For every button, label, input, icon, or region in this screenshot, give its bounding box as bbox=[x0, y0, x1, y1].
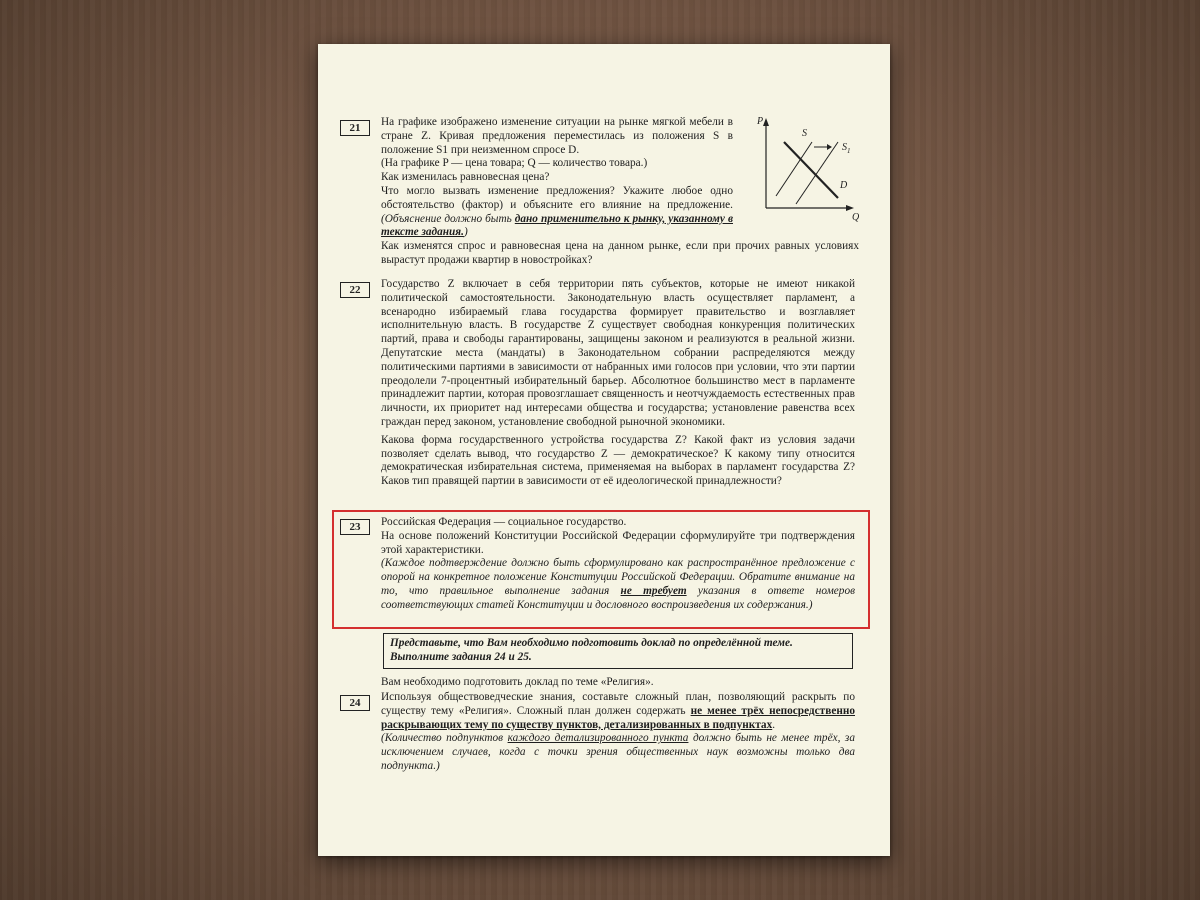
task-24-number: 24 bbox=[340, 695, 370, 711]
task-23-text bbox=[381, 516, 855, 613]
task-21-note bbox=[381, 213, 733, 239]
task-24-body-emphasis: не менее трёх непосредственно раскрывающих тему по существу пунктов, детализированных в подпунктах bbox=[381, 704, 855, 731]
task-23-note bbox=[381, 557, 855, 612]
task-21-question: Что могло вызвать изменение предложения? Укажите любое одно обстоятельство (фактор) и объясните его влияние на предложение. bbox=[381, 184, 733, 211]
task-23-note-emphasis: не требует bbox=[620, 584, 687, 597]
task-22-paragraph-1: Государство Z включает в себя территории пять субъектов, которые не имеют никакой политической самостоятельности. Законодательную власть осуществляет парламент, а всенародно избираемый глава государства формирует правительство и возглавляет исполнительную власть. В государстве Z существует свободная конкуренция политических партий, права и свободы гарантированы, защищены законом и реализуются в реальной жизни. Депутатские места (мандаты) в Законодательном собрании распределяются между политическими партиями в зависимости от набранных ими голосов при условии, что эти партии преодолели 7-процентный избирательный барьер. Абсолютное большинство мест в парламенте принадлежит партии, которая провозглашает священность и неотчуждаемость естественных прав личности, их приоритет над интересами общества и государства; установление равенства всех граждан перед законом, установление свободной рыночной экономики. bbox=[381, 278, 855, 428]
task-22-number: 22 bbox=[340, 282, 370, 298]
report-instruction-box: Представьте, что Вам необходимо подготовить доклад по определённой теме. Выполните задания 24 и 25. bbox=[383, 633, 853, 669]
task-21-note-suffix: ) bbox=[463, 226, 468, 239]
demand-curve-d bbox=[784, 142, 838, 198]
supply-demand-graph bbox=[754, 116, 864, 226]
task-24-text bbox=[381, 691, 855, 774]
q-axis-label: Q bbox=[852, 212, 860, 223]
task-24-note-part-2: должно быть не менее трёх, за исключением случаев, когда с точки зрения общественных наук возможны только два подпункта.) bbox=[381, 732, 855, 772]
s1-label-subscript: 1 bbox=[847, 147, 851, 155]
task-24-note-emphasis: каждого детализированного пункта bbox=[507, 732, 689, 745]
task-21-question-2: Как изменятся спрос и равновесная цена на данном рынке, если при прочих равных условиях вырастут продажи квартир в новостройках? bbox=[381, 240, 859, 266]
task-22-text bbox=[381, 278, 855, 489]
shift-arrow-head bbox=[827, 144, 832, 150]
task-24-body bbox=[381, 691, 855, 732]
p-axis-arrow bbox=[763, 118, 769, 126]
s1-label-text: S bbox=[842, 142, 847, 153]
s-curve-label: S bbox=[802, 128, 807, 139]
task-21-line-3: Как изменилась равновесная цена? bbox=[381, 171, 550, 184]
task-24-body-part-2: . bbox=[772, 718, 776, 731]
task-21-text bbox=[381, 116, 733, 240]
task-23-note-part-2: указания в ответе номеров соответствующих статей Конституции и дословного воспроизведения их содержания.) bbox=[381, 584, 855, 611]
task-21-number: 21 bbox=[340, 120, 370, 136]
task-23-line-1: Российская Федерация — социальное государство. bbox=[381, 516, 627, 528]
p-axis-label: P bbox=[757, 116, 764, 127]
task-21-line-4 bbox=[381, 185, 733, 240]
task-23-line-2: На основе положений Конституции Российской Федерации сформулируйте три подтверждения этой характеристики. bbox=[381, 529, 855, 556]
exam-page bbox=[318, 44, 890, 856]
task-22-paragraph-2: Какова форма государственного устройства государства Z? Какой факт из условия задачи позволяет сделать вывод, что государство Z — демократическое? К какому типу относится демократическая избирательная система, применяемая на выборах в парламент государства Z? Каков тип правящей партии в зависимости от её идеологической принадлежности? bbox=[381, 433, 855, 488]
task-24-note-part-1: (Количество подпунктов bbox=[381, 732, 508, 745]
s1-curve-label bbox=[842, 142, 851, 155]
task-24-note bbox=[381, 732, 855, 773]
task-23-note-part-1: (Каждое подтверждение должно быть сформулировано как распространённое предложение с опорой на конкретное положение Конституции Российской Федерации. Обратите внимание на то, что правильное выполнение задания bbox=[381, 557, 855, 597]
task-24-body-part-1: Используя обществоведческие знания, составьте сложный план, позволяющий раскрыть по существу тему «Религия». Сложный план должен содержать bbox=[381, 691, 855, 717]
task-24-intro: Вам необходимо подготовить доклад по теме «Религия». bbox=[381, 676, 654, 688]
task-21-note-prefix: (Объяснение должно быть bbox=[381, 212, 515, 225]
task-21-line-1: На графике изображено изменение ситуации на рынке мягкой мебели в стране Z. Кривая предложения переместилась из положения S в положение S1 при неизменном спросе D. bbox=[381, 116, 733, 156]
task-21-line-2: (На графике P — цена товара; Q — количество товара.) bbox=[381, 157, 648, 170]
d-curve-label: D bbox=[840, 180, 848, 191]
q-axis-arrow bbox=[846, 205, 854, 211]
supply-curve-s1 bbox=[796, 142, 838, 204]
task-23-number: 23 bbox=[340, 519, 370, 535]
task-21-note-emphasis: дано применительно к рынку, указанному в тексте задания. bbox=[381, 212, 733, 239]
